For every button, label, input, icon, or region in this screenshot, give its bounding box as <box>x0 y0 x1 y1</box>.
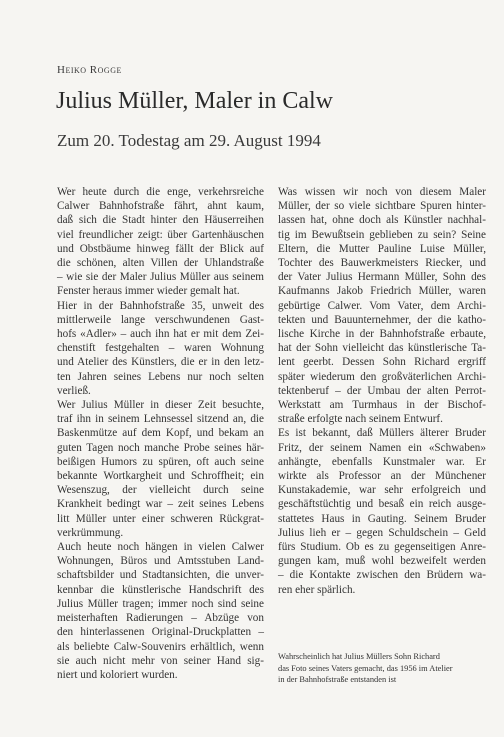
right-column-line: wirkte als Professor an der Münchener <box>278 470 486 483</box>
left-column-line: verließ. <box>57 384 91 397</box>
right-column-line: Eltern, die Mutter Pauline Luise Müller, <box>278 242 486 255</box>
left-column-line: viel freundlicher zeigt: über Gartenhäuschen <box>57 228 264 241</box>
left-column-line: meisterhaften Radierungen – Abzüge von <box>57 612 264 625</box>
caption-line: das Foto seines Vaters gemacht, das 1956 im Atelier <box>278 663 453 673</box>
left-column-line: und Obstbäume hinweg fällt der Blick auf <box>57 242 264 255</box>
left-column-line: ten Jahren seines Lebens nur noch selten <box>57 370 264 383</box>
left-column-line: Fenster heraus immer wieder gemalt hat. <box>57 285 240 298</box>
left-column-line: kennbar die künstlerische Handschrift des <box>57 583 264 596</box>
left-column-line: traf ihn in seinem Lehnsessel sitzend an, die <box>57 413 264 426</box>
left-column-line: Krankheit bedingt war – zeit seines Lebens <box>57 498 264 511</box>
left-column-line: hofs «Adler» – auch ihn hat er mit dem Zei- <box>57 328 264 341</box>
right-column-line: gungen kam, muß wohl bezweifelt werden <box>278 555 486 568</box>
right-column-line: – die Kontakte zwischen den Brüdern wa- <box>278 569 486 582</box>
left-column-line: guten Tagen noch manche Probe seines här- <box>57 441 264 454</box>
right-column-line: Müller, der so viele sichtbare Spuren hinter- <box>278 200 486 213</box>
right-column-line: Julius lieh er – gegen Schuldschein – Geld <box>278 526 486 539</box>
left-column-line: beißigen Humors zu spüren, oft auch seine <box>57 455 264 468</box>
right-column-line: Tochter des Bauwerkmeisters Riecker, und <box>278 257 486 270</box>
right-column-line: Werkstatt am Turmhaus in der Bischof- <box>278 399 486 412</box>
left-column-line: niert und koloriert wurden. <box>57 668 178 681</box>
article-subtitle: Zum 20. Todestag am 29. August 1994 <box>57 131 321 150</box>
caption-line: Wahrscheinlich hat Julius Müllers Sohn Richard <box>278 652 440 661</box>
right-column-line: tektenberuf – der Umbau der alten Perrot- <box>278 384 486 397</box>
left-column-line: den hinterlassenen Original-Druckplatten – <box>57 626 264 639</box>
body-column-left <box>57 185 264 682</box>
left-column-line: mittlerweile lange verschwundenen Gast- <box>57 313 264 326</box>
right-column-line: gebürtige Calwer. Vom Vater, dem Archi- <box>278 299 486 312</box>
left-column-line: sie auch nicht mehr von seiner Hand sig- <box>57 654 264 667</box>
left-column-line: daß sich die Stadt hinter den Häuserreihen <box>57 214 264 227</box>
left-column-line: schaftsbilder und Stadtansichten, die unver- <box>57 569 264 582</box>
right-column-line: lische Kirche in der Bahnhofstraße erbaute, <box>278 328 486 341</box>
left-column-line: Wohnungen, Büros und Amtsstuben Land- <box>57 555 264 568</box>
left-column-line: Wer Julius Müller in dieser Zeit besuchte, <box>57 399 264 412</box>
right-column-line: ren eher spärlich. <box>278 583 356 596</box>
left-column-line: verkrümmung. <box>57 526 124 539</box>
left-column-line: chenstift festgehalten – waren Wohnung <box>57 342 264 355</box>
right-column-line: geschäftstüchtig und besaß ein reich ausge- <box>278 498 486 511</box>
caption-line: in der Bahnhofstraße entstanden ist <box>278 675 397 685</box>
left-column-line: die schönen, alten Villen der Uhlandstraße <box>57 257 264 270</box>
right-column-line: später wiederum den großväterlichen Archi- <box>278 370 486 383</box>
author-name: Heiko Rogge <box>57 64 122 76</box>
left-column-line: Calwer Bahnhofstraße fährt, ahnt kaum, <box>57 200 264 213</box>
left-column-line: litt Müller unter einer schweren Rückgrat- <box>57 512 264 525</box>
right-column-line: lent geerbt. Dessen Sohn Richard ergriff <box>278 356 486 369</box>
left-column-line: – wie sie der Maler Julius Müller aus seinem <box>57 271 264 284</box>
right-column-line: stattetes Haus in Gauting. Seinem Bruder <box>278 512 486 525</box>
left-column-line: als beliebte Calw-Souvenirs erhältlich, wenn <box>57 640 264 653</box>
right-column-line: Kaufmanns Jakob Friedrich Müller, waren <box>278 285 486 298</box>
right-column-line: tig im Bewußtsein geblieben zu sein? Seine <box>278 228 486 241</box>
right-column-line: Was wissen wir noch von diesem Maler <box>278 186 486 198</box>
right-column-line: tekten und Bauunternehmer, der die katho- <box>278 313 486 326</box>
left-column-line: bekannte Wortkargheit und Schroffheit; ein <box>57 470 264 483</box>
right-column-line: lassen hat, ohne doch als Künstler nachhal- <box>278 214 486 227</box>
left-column-line: Wesenszug, der vielleicht durch seine <box>57 484 264 497</box>
left-column-line: und Atelier des Künstlers, die er in den letz- <box>57 356 264 369</box>
right-column-line: Kunstakademie, war sehr erfolgreich und <box>278 484 486 497</box>
right-column-line: hat der Sohn vielleicht das künstlerische Ta- <box>278 342 486 355</box>
left-column-line: Auch heute noch hängen in vielen Calwer <box>57 541 264 554</box>
right-column-line: Fritz, der seinem Namen ein «Schwaben» <box>278 441 486 454</box>
right-column-line: Es ist bekannt, daß Müllers älterer Bruder <box>278 427 486 440</box>
left-column-line: Hier in der Bahnhofstraße 35, unweit des <box>57 299 264 312</box>
right-column-line: fürs Studium. Ob es zu gegenseitigen Anre- <box>278 541 486 554</box>
body-column-right <box>278 185 486 597</box>
right-column-line: der Vater Julius Hermann Müller, Sohn des <box>278 271 486 284</box>
left-column-line: Wer heute durch die enge, verkehrsreiche <box>57 186 264 198</box>
left-column-line: Baskenmütze auf dem Kopf, und bekam an <box>57 427 264 440</box>
article-title: Julius Müller, Maler in Calw <box>56 88 334 114</box>
right-column-line: straße erfolgte nach seinem Entwurf. <box>278 413 443 426</box>
photo-caption <box>278 651 488 686</box>
right-column-line: anhängte, ebenfalls Kunstmaler war. Er <box>278 455 486 468</box>
left-column-line: Julius Müller tragen; immer noch sind seine <box>57 597 264 610</box>
